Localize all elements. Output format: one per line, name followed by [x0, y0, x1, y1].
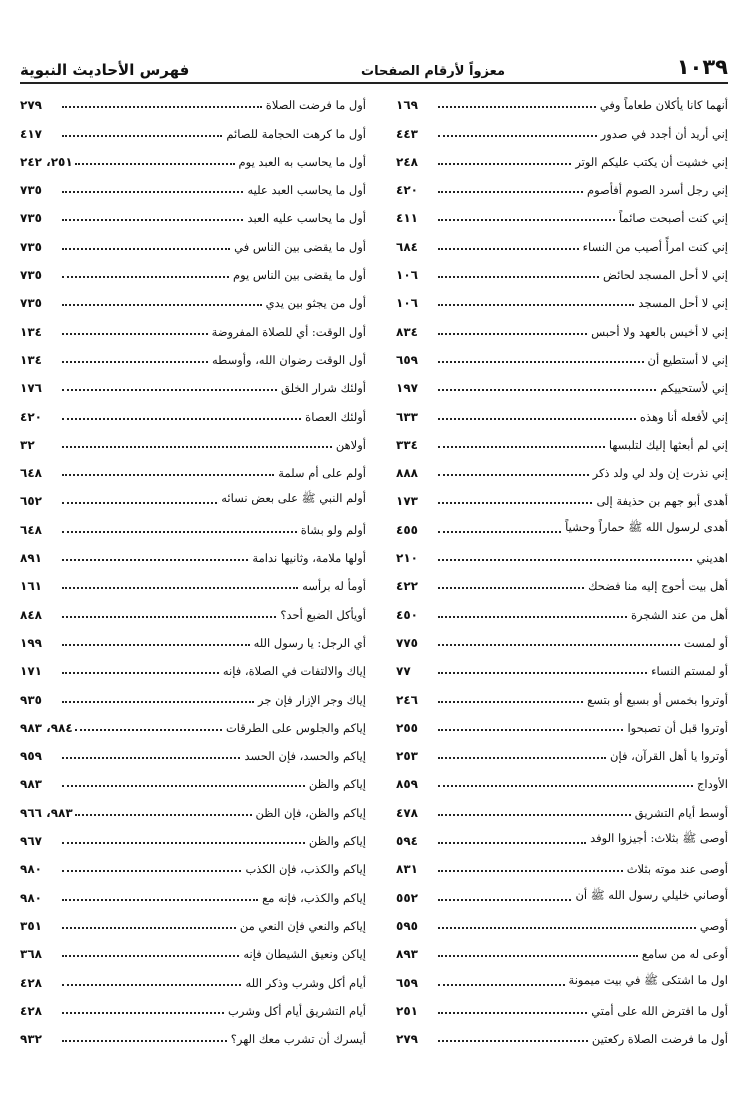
- page-reference: ٤٥٥: [396, 522, 418, 537]
- hadith-incipit: أولم النبي ﷺ على بعض نسائه: [221, 491, 366, 506]
- hadith-incipit: أول من يجثو بين يدي: [265, 296, 366, 311]
- page-reference: ٤١١: [396, 211, 418, 226]
- index-entry: [20, 624, 366, 652]
- index-entry: [20, 680, 366, 708]
- index-entry: [20, 765, 366, 793]
- dot-leader: [438, 106, 596, 108]
- hadith-incipit: أو لمستم النساء: [651, 664, 728, 679]
- page-reference: ٤٧٨: [396, 805, 418, 820]
- page-reference: ٢٥٥: [396, 720, 418, 735]
- dot-leader: [438, 729, 623, 731]
- hadith-incipit: إني كنت أصبحت صائماً: [619, 211, 728, 226]
- page-reference: ٢٧٩: [396, 1032, 418, 1047]
- index-entry: [20, 284, 366, 312]
- hadith-incipit: أولئك شرار الخلق: [281, 381, 366, 396]
- index-entry: [20, 935, 366, 963]
- index-entry: [20, 482, 366, 510]
- page-reference: ٣٣٤: [396, 437, 418, 452]
- page-reference: ٩٨٣: [20, 777, 42, 792]
- index-entry: [396, 992, 728, 1020]
- hadith-incipit: إياكم والكذب، فإنه مع: [262, 890, 366, 905]
- page-reference: ٥٥٢: [396, 890, 418, 905]
- index-entry: [396, 426, 728, 454]
- page-reference: ٧٣٥: [20, 296, 42, 311]
- dot-leader: [438, 304, 634, 306]
- page-reference: ٢٥١، ٢٤٢: [20, 154, 73, 169]
- dot-leader: [62, 304, 262, 306]
- page-reference: ٢٥٣: [396, 749, 418, 764]
- hadith-incipit: أوعى له من سامع: [641, 947, 728, 962]
- hadith-incipit: أول ما يحاسب العبد عليه: [247, 183, 366, 198]
- hadith-incipit: أول ما يقضى بين الناس في: [234, 239, 366, 254]
- hadith-incipit: أول ما يحاسب به العبد يوم: [238, 154, 366, 169]
- dot-leader: [438, 446, 605, 448]
- index-entry: [396, 624, 728, 652]
- dot-leader: [62, 361, 208, 363]
- hadith-incipit: أهدى أبو جهم بن حذيفة إلى: [596, 494, 728, 509]
- page-reference: ٨٣٤: [396, 324, 418, 339]
- page-reference: ١٩٧: [396, 381, 418, 396]
- index-entry: [20, 454, 366, 482]
- dot-leader: [75, 814, 252, 816]
- hadith-incipit: اهديني: [696, 551, 728, 566]
- index-entry: [20, 878, 366, 906]
- hadith-incipit: إياكم والظن، فإن الظن: [255, 805, 366, 820]
- hadith-incipit: أيسرك أن تشرب معك الهر؟: [230, 1032, 366, 1047]
- dot-leader: [438, 587, 584, 589]
- dot-leader: [438, 870, 623, 872]
- index-entry: [20, 86, 366, 114]
- page-reference: ٦٥٩: [396, 975, 418, 990]
- page-reference: ٨٩٣: [396, 947, 418, 962]
- page-reference: ٤٢٨: [20, 975, 42, 990]
- page-reference: ٩٨٣، ٩٦٦: [20, 805, 73, 820]
- dot-leader: [62, 1040, 227, 1042]
- index-entry: [396, 850, 728, 878]
- index-entry: [396, 397, 728, 425]
- index-entry: [20, 595, 366, 623]
- hadith-incipit: أوتروا قبل أن تصبحوا: [627, 720, 728, 735]
- dot-leader: [438, 1040, 588, 1042]
- dot-leader: [75, 729, 222, 731]
- page-reference: ٨٤٨: [20, 607, 42, 622]
- page-reference: ٣٢: [20, 437, 35, 452]
- index-entry: [20, 709, 366, 737]
- page-reference: ١٠٦: [396, 296, 418, 311]
- page-reference: ٦٨٤: [396, 239, 418, 254]
- hadith-incipit: إني أريد أن أجدد في صدور: [600, 126, 728, 141]
- hadith-incipit: أول الوقت رضوان الله، وأوسطه: [212, 352, 366, 367]
- index-entry: [396, 1020, 728, 1048]
- dot-leader: [62, 389, 277, 391]
- dot-leader: [62, 418, 301, 420]
- dot-leader: [62, 587, 298, 589]
- index-entry: [20, 963, 366, 991]
- index-entry: [396, 539, 728, 567]
- hadith-incipit: إني رجل أسرد الصوم أفأصوم: [586, 183, 728, 198]
- index-entry: [396, 312, 728, 340]
- hadith-incipit: أويأكل الضبع أحد؟: [280, 607, 366, 622]
- page-reference: ٤٢٠: [20, 409, 42, 424]
- index-entry: [396, 482, 728, 510]
- page-reference: ٢٤٦: [396, 692, 418, 707]
- page-reference: ٨٥٩: [396, 777, 418, 792]
- hadith-incipit: أول ما يقضى بين الناس يوم: [232, 268, 366, 283]
- dot-leader: [62, 701, 254, 703]
- page-reference: ٧٣٥: [20, 268, 42, 283]
- index-entry: [396, 114, 728, 142]
- index-entry: [396, 567, 728, 595]
- index-entry: [396, 822, 728, 850]
- page-reference: ١٠٦: [396, 268, 418, 283]
- index-entry: [20, 143, 366, 171]
- dot-leader: [438, 1012, 587, 1014]
- index-entry: [396, 737, 728, 765]
- hadith-incipit: الأوداج: [696, 777, 728, 792]
- index-entry: [20, 567, 366, 595]
- page-reference: ٩٨٤، ٩٨٣: [20, 720, 73, 735]
- page-reference: ٩٣٥: [20, 692, 42, 707]
- hadith-incipit: أهدى لرسول الله ﷺ حماراً وحشياً: [565, 519, 728, 534]
- index-entry: [396, 369, 728, 397]
- index-entry: [396, 143, 728, 171]
- hadith-incipit: أوصى عند موته بثلاث: [626, 862, 728, 877]
- page-reference: ٨٩١: [20, 551, 42, 566]
- hadith-incipit: أوصاني خليلي رسول الله ﷺ أن: [575, 887, 728, 902]
- hadith-incipit: أومأ له برأسه: [302, 579, 366, 594]
- dot-leader: [438, 135, 597, 137]
- page-reference: ٦٤٨: [20, 466, 42, 481]
- hadith-incipit: أيام أكل وشرب وذكر الله: [245, 975, 366, 990]
- dot-leader: [62, 474, 274, 476]
- dot-leader: [438, 333, 587, 335]
- hadith-incipit: أولئك العصاة: [305, 409, 366, 424]
- dot-leader: [438, 474, 589, 476]
- hadith-incipit: أوصي: [699, 918, 728, 933]
- dot-leader: [62, 644, 250, 646]
- dot-leader: [62, 785, 305, 787]
- index-entry: [20, 822, 366, 850]
- dot-leader: [438, 814, 631, 816]
- dot-leader: [438, 701, 583, 703]
- hadith-incipit: إياكم والحسد، فإن الحسد: [244, 749, 366, 764]
- dot-leader: [62, 616, 276, 618]
- index-entry: [20, 539, 366, 567]
- index-entry: [396, 680, 728, 708]
- header-subtitle: معزواً لأرقام الصفحات: [361, 64, 506, 79]
- hadith-incipit: أوتروا يا أهل القرآن، فإن: [610, 749, 728, 764]
- page-reference: ٩٣٢: [20, 1032, 42, 1047]
- index-entry: [20, 850, 366, 878]
- left-index-column: [20, 86, 374, 1048]
- hadith-incipit: إني خشيت أن يكتب عليكم الوتر: [575, 154, 728, 169]
- page-reference: ٦٣٣: [396, 409, 418, 424]
- page-reference: ٢٥١: [396, 1003, 418, 1018]
- page-reference: ٢١٠: [396, 551, 418, 566]
- dot-leader: [438, 163, 571, 165]
- dot-leader: [62, 899, 258, 901]
- page-reference: ٧٣٥: [20, 211, 42, 226]
- index-entry: [396, 793, 728, 821]
- dot-leader: [75, 163, 235, 165]
- dot-leader: [438, 927, 696, 929]
- dot-leader: [438, 276, 599, 278]
- page-reference: ٣٥١: [20, 918, 42, 933]
- dot-leader: [62, 1012, 224, 1014]
- index-entry: [396, 341, 728, 369]
- hadith-incipit: أوسط أيام التشريق: [634, 805, 728, 820]
- page-reference: ٩٨٠: [20, 862, 42, 877]
- index-entry: [20, 510, 366, 538]
- hadith-incipit: أول ما كرهت الحجامة للصائم: [226, 126, 366, 141]
- hadith-incipit: أول ما افترض الله على أمتي: [591, 1003, 728, 1018]
- index-entry: [20, 737, 366, 765]
- page-reference: ٤١٧: [20, 126, 42, 141]
- page-reference: ١٩٩: [20, 635, 42, 650]
- hadith-incipit: أنهما كانا يأكلان طعاماً وفي: [599, 98, 728, 113]
- dot-leader: [438, 531, 561, 533]
- page-reference: ٤٥٠: [396, 607, 418, 622]
- page-reference: ٦٤٨: [20, 522, 42, 537]
- dot-leader: [438, 616, 627, 618]
- hadith-incipit: أول ما يحاسب عليه العبد: [247, 211, 366, 226]
- book-section-title: فهرس الأحاديث النبوية: [20, 61, 190, 79]
- dot-leader: [438, 191, 583, 193]
- dot-leader: [438, 644, 680, 646]
- hadith-incipit: أهل بيت أحوج إليه منا فضحك: [588, 579, 728, 594]
- dot-leader: [438, 248, 579, 250]
- page-reference: ٤٢٨: [20, 1003, 42, 1018]
- page-reference: ٧٣٥: [20, 183, 42, 198]
- index-entry: [396, 171, 728, 199]
- index-entry: [396, 935, 728, 963]
- hadith-incipit: أيام التشريق أيام أكل وشرب: [228, 1003, 366, 1018]
- index-entry: [396, 284, 728, 312]
- index-entry: [396, 454, 728, 482]
- hadith-incipit: أول ما فرضت الصلاة: [265, 98, 366, 113]
- dot-leader: [62, 955, 239, 957]
- dot-leader: [62, 757, 240, 759]
- index-entry: [20, 992, 366, 1020]
- hadith-incipit: إني لا أحل المسجد: [638, 296, 728, 311]
- hadith-incipit: أول ما فرضت الصلاة ركعتين: [591, 1032, 728, 1047]
- hadith-incipit: أولها ملامة، وثانيها ندامة: [252, 551, 366, 566]
- page-reference: ٣٦٨: [20, 947, 42, 962]
- page-reference: ١٣٤: [20, 324, 42, 339]
- dot-leader: [438, 672, 647, 674]
- hadith-incipit: إني نذرت إن ولد لي ولد ذكر: [592, 466, 728, 481]
- index-entry: [396, 878, 728, 906]
- page-reference: ٢٧٩: [20, 98, 42, 113]
- hadith-incipit: أولم على أم سلمة: [278, 466, 366, 481]
- index-entry: [20, 199, 366, 227]
- index-entry: [20, 341, 366, 369]
- dot-leader: [438, 389, 656, 391]
- index-entry: [20, 312, 366, 340]
- index-entry: [396, 765, 728, 793]
- index-entry: [20, 1020, 366, 1048]
- index-entry: [20, 256, 366, 284]
- index-entry: [396, 86, 728, 114]
- dot-leader: [438, 219, 615, 221]
- dot-leader: [62, 870, 241, 872]
- hadith-incipit: أهل من عند الشجرة: [631, 607, 728, 622]
- dot-leader: [62, 135, 222, 137]
- dot-leader: [62, 559, 248, 561]
- dot-leader: [438, 757, 606, 759]
- dot-leader: [438, 899, 571, 901]
- page-reference: ١٧٦: [20, 381, 42, 396]
- index-entry: [396, 199, 728, 227]
- dot-leader: [62, 446, 332, 448]
- index-entry: [20, 397, 366, 425]
- page-reference: ٧٧٥: [396, 635, 418, 650]
- hadith-incipit: أولاهن: [335, 437, 366, 452]
- page-reference: ٧٧: [396, 664, 411, 679]
- page-reference: ٦٥٢: [20, 494, 42, 509]
- dot-leader: [438, 502, 592, 504]
- page-reference: ٧٣٥: [20, 239, 42, 254]
- page-reference: ١٧١: [20, 664, 42, 679]
- dot-leader: [438, 785, 693, 787]
- hadith-incipit: إياك والالتفات في الصلاة، فإنه: [222, 664, 366, 679]
- dot-leader: [62, 219, 243, 221]
- page-reference: ٥٩٤: [396, 834, 418, 849]
- dot-leader: [62, 672, 219, 674]
- page-reference: ١٧٣: [396, 494, 418, 509]
- page-header: [20, 50, 728, 84]
- hadith-incipit: إني لا أحل المسجد لحائض: [603, 268, 728, 283]
- index-entry: [396, 256, 728, 284]
- page-reference: ٩٨٠: [20, 890, 42, 905]
- hadith-incipit: إياكم والظن: [308, 777, 366, 792]
- page-reference: ٤٢٢: [396, 579, 418, 594]
- page-reference: ١٦١: [20, 579, 42, 594]
- dot-leader: [62, 502, 217, 504]
- hadith-incipit: أوتروا بخمس أو بسبع أو بتسع: [587, 692, 728, 707]
- hadith-incipit: إياك وجر الإزار فإن جر: [258, 692, 366, 707]
- index-entry: [396, 227, 728, 255]
- hadith-incipit: إياكن ونعيق الشيطان فإنه: [243, 947, 366, 962]
- index-entry: [20, 793, 366, 821]
- dot-leader: [438, 559, 692, 561]
- hadith-incipit: إني كنت امرأً أصيب من النساء: [582, 239, 728, 254]
- page-reference: ٢٤٨: [396, 154, 418, 169]
- page-number: ١٠٣٩: [676, 55, 728, 79]
- page-reference: ٨٣١: [396, 862, 418, 877]
- dot-leader: [62, 276, 229, 278]
- page-reference: ٤٢٠: [396, 183, 418, 198]
- page-reference: ١٦٩: [396, 98, 418, 113]
- index-entry: [20, 652, 366, 680]
- hadith-incipit: إني لا أستطيع أن: [647, 352, 728, 367]
- index-entry: [396, 907, 728, 935]
- page-reference: ٤٤٣: [396, 126, 418, 141]
- dot-leader: [438, 418, 636, 420]
- hadith-incipit: أولم ولو بشاة: [300, 522, 366, 537]
- hadith-incipit: أول الوقت: أي للصلاة المفروضة: [211, 324, 366, 339]
- dot-leader: [62, 842, 305, 844]
- dot-leader: [62, 191, 243, 193]
- hadith-incipit: أوصى ﷺ بثلاث: أجيزوا الوفد: [590, 831, 728, 846]
- hadith-incipit: إني لأستحييكم: [660, 381, 728, 396]
- hadith-incipit: إني لا أخيس بالعهد ولا أحبس: [591, 324, 728, 339]
- right-index-column: [374, 86, 728, 1048]
- page-reference: ٩٦٧: [20, 834, 42, 849]
- dot-leader: [438, 842, 586, 844]
- index-entry: [396, 652, 728, 680]
- page-reference: ٨٨٨: [396, 466, 418, 481]
- hadith-incipit: أو لمست: [683, 635, 728, 650]
- index-entry: [20, 114, 366, 142]
- dot-leader: [62, 333, 208, 335]
- index-entry: [396, 510, 728, 538]
- hadith-incipit: إياكم والنعي فإن النعي من: [239, 918, 366, 933]
- index-entry: [20, 426, 366, 454]
- index-entry: [20, 369, 366, 397]
- dot-leader: [438, 955, 638, 957]
- dot-leader: [62, 984, 241, 986]
- hadith-incipit: إياكم والكذب، فإن الكذب: [245, 862, 366, 877]
- dot-leader: [62, 531, 297, 533]
- hadith-incipit: إني لم أبعثها إليك لتلبسها: [608, 437, 728, 452]
- hadith-incipit: أي الرجل: يا رسول الله: [253, 635, 366, 650]
- index-columns: [20, 86, 728, 1048]
- page-reference: ٦٥٩: [396, 352, 418, 367]
- index-entry: [20, 171, 366, 199]
- dot-leader: [438, 984, 565, 986]
- hadith-incipit: إني لأفعله أنا وهذه: [639, 409, 728, 424]
- index-entry: [396, 709, 728, 737]
- hadith-incipit: إياكم والجلوس على الطرقات: [225, 720, 366, 735]
- dot-leader: [438, 361, 644, 363]
- dot-leader: [62, 927, 236, 929]
- page-reference: ٥٩٥: [396, 918, 418, 933]
- index-entry: [20, 227, 366, 255]
- page-reference: ٩٥٩: [20, 749, 42, 764]
- hadith-incipit: إياكم والظن: [308, 834, 366, 849]
- page-reference: ١٣٤: [20, 352, 42, 367]
- index-entry: [396, 595, 728, 623]
- dot-leader: [62, 248, 230, 250]
- index-entry: [20, 907, 366, 935]
- dot-leader: [62, 106, 262, 108]
- index-entry: [396, 963, 728, 991]
- hadith-incipit: اول ما اشتكى ﷺ في بيت ميمونة: [568, 972, 728, 987]
